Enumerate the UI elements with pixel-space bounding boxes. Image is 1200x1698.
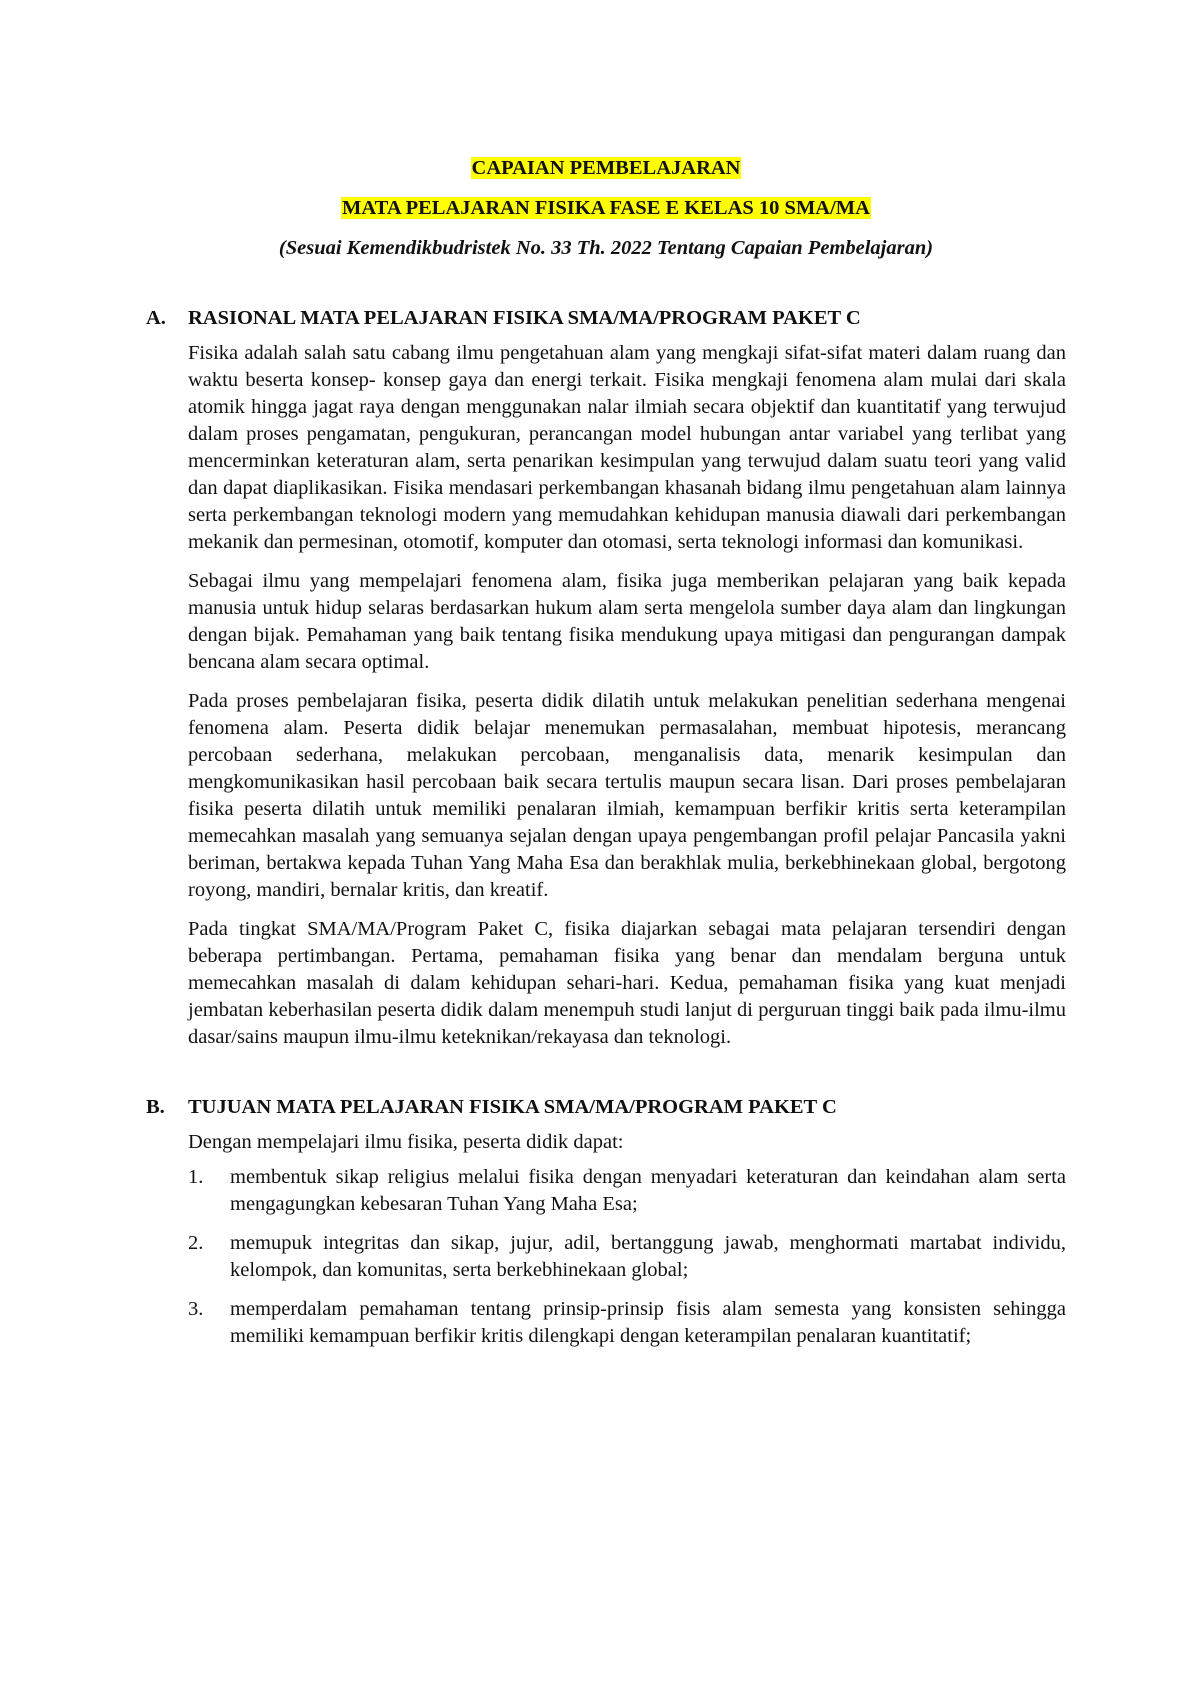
section-a [146, 304, 1066, 1051]
section-a-title: RASIONAL MATA PELAJARAN FISIKA SMA/MA/PROGRAM PAKET C [188, 307, 861, 329]
list-item [188, 1164, 1066, 1218]
section-a-heading [146, 304, 1066, 332]
section-b [146, 1093, 1066, 1350]
paragraph: Sebagai ilmu yang mempelajari fenomena alam, fisika juga memberikan pelajaran yang baik kepada manusia untuk hidup selaras berdasarkan hukum alam serta mengelola sumber daya alam dan lingkungan dengan bijak. Pemahaman yang baik tentang fisika mendukung upaya mitigasi dan pengurangan dampak bencana alam secara optimal. [188, 570, 1066, 673]
section-a-letter: A. [146, 307, 166, 329]
title-line-1: CAPAIAN PEMBELAJARAN [471, 157, 741, 179]
list-number: 1. [188, 1166, 204, 1188]
section-b-heading [146, 1093, 1066, 1121]
list-text: membentuk sikap religius melalui fisika dengan menyadari keteraturan dan keindahan alam serta mengagungkan kebesaran Tuhan Yang Maha Esa; [230, 1166, 1066, 1215]
list-text: memupuk integritas dan sikap, jujur, adil, bertanggung jawab, menghormati martabat individu, kelompok, dan komunitas, serta berkebhinekaan global; [230, 1232, 1066, 1281]
list-item [188, 1230, 1066, 1284]
paragraph: Pada tingkat SMA/MA/Program Paket C, fisika diajarkan sebagai mata pelajaran tersendiri dengan beberapa pertimbangan. Pertama, pemahaman fisika yang benar dan mendalam berguna untuk memecahkan masalah di dalam kehidupan sehari-hari. Kedua, pemahaman fisika yang kuat menjadi jembatan keberhasilan peserta didik dalam menempuh studi lanjut di perguruan tinggi baik pada ilmu-ilmu dasar/sains maupun ilmu-ilmu keteknikan/rekayasa dan teknologi. [188, 918, 1066, 1048]
section-b-intro: Dengan mempelajari ilmu fisika, peserta didik dapat: [188, 1131, 624, 1153]
paragraph: Pada proses pembelajaran fisika, peserta didik dilatih untuk melakukan penelitian sederhana mengenai fenomena alam. Peserta didik belajar menemukan permasalahan, membuat hipotesis, merancang percobaan sederhana, melakukan percobaan, menganalisis data, menarik kesimpulan dan mengkomunikasikan hasil percobaan baik secara tertulis maupun secara lisan. Dari proses pembelajaran fisika peserta dilatih untuk memiliki penalaran ilmiah, kemampuan berfikir kritis serta keterampilan memecahkan masalah yang semuanya sejalan dengan upaya pengembangan profil pelajar Pancasila yakni beriman, bertakwa kepada Tuhan Yang Maha Esa dan berakhlak mulia, berkebhinekaan global, bergotong royong, mandiri, bernalar kritis, dan kreatif. [188, 690, 1066, 901]
list-item [188, 1296, 1066, 1350]
title-block [146, 154, 1066, 262]
list-text: memperdalam pemahaman tentang prinsip-prinsip fisis alam semesta yang konsisten sehingga memiliki kemampuan berfikir kritis dilengkapi dengan keterampilan penalaran kuantitatif; [230, 1298, 1066, 1347]
section-b-letter: B. [146, 1096, 165, 1118]
subtitle: (Sesuai Kemendikbudristek No. 33 Th. 2022 Tentang Capaian Pembelajaran) [278, 237, 934, 259]
list-number: 3. [188, 1298, 204, 1320]
list-number: 2. [188, 1232, 204, 1254]
section-a-body [188, 340, 1066, 1051]
paragraph: Fisika adalah salah satu cabang ilmu pengetahuan alam yang mengkaji sifat-sifat materi dalam ruang dan waktu beserta konsep- konsep gaya dan energi terkait. Fisika mengkaji fenomena alam mulai dari skala atomik hingga jagat raya dengan menggunakan nalar ilmiah secara objektif dan kuantitatif yang terwujud dalam proses pengamatan, pengukuran, perancangan model hubungan antar variabel yang terlibat yang mencerminkan keteraturan alam, serta penarikan kesimpulan yang terwujud dalam suatu teori yang valid dan dapat diaplikasikan. Fisika mendasari perkembangan khasanah bidang ilmu pengetahuan alam lainnya serta perkembangan teknologi modern yang memudahkan kehidupan manusia diawali dari perkembangan mekanik dan permesinan, otomotif, komputer dan otomasi, serta teknologi informasi dan komunikasi. [188, 342, 1066, 553]
objectives-list [188, 1164, 1066, 1350]
section-b-title: TUJUAN MATA PELAJARAN FISIKA SMA/MA/PROGRAM PAKET C [188, 1096, 837, 1118]
title-line-2: MATA PELAJARAN FISIKA FASE E KELAS 10 SMA/MA [342, 197, 870, 219]
section-b-body [188, 1129, 1066, 1350]
